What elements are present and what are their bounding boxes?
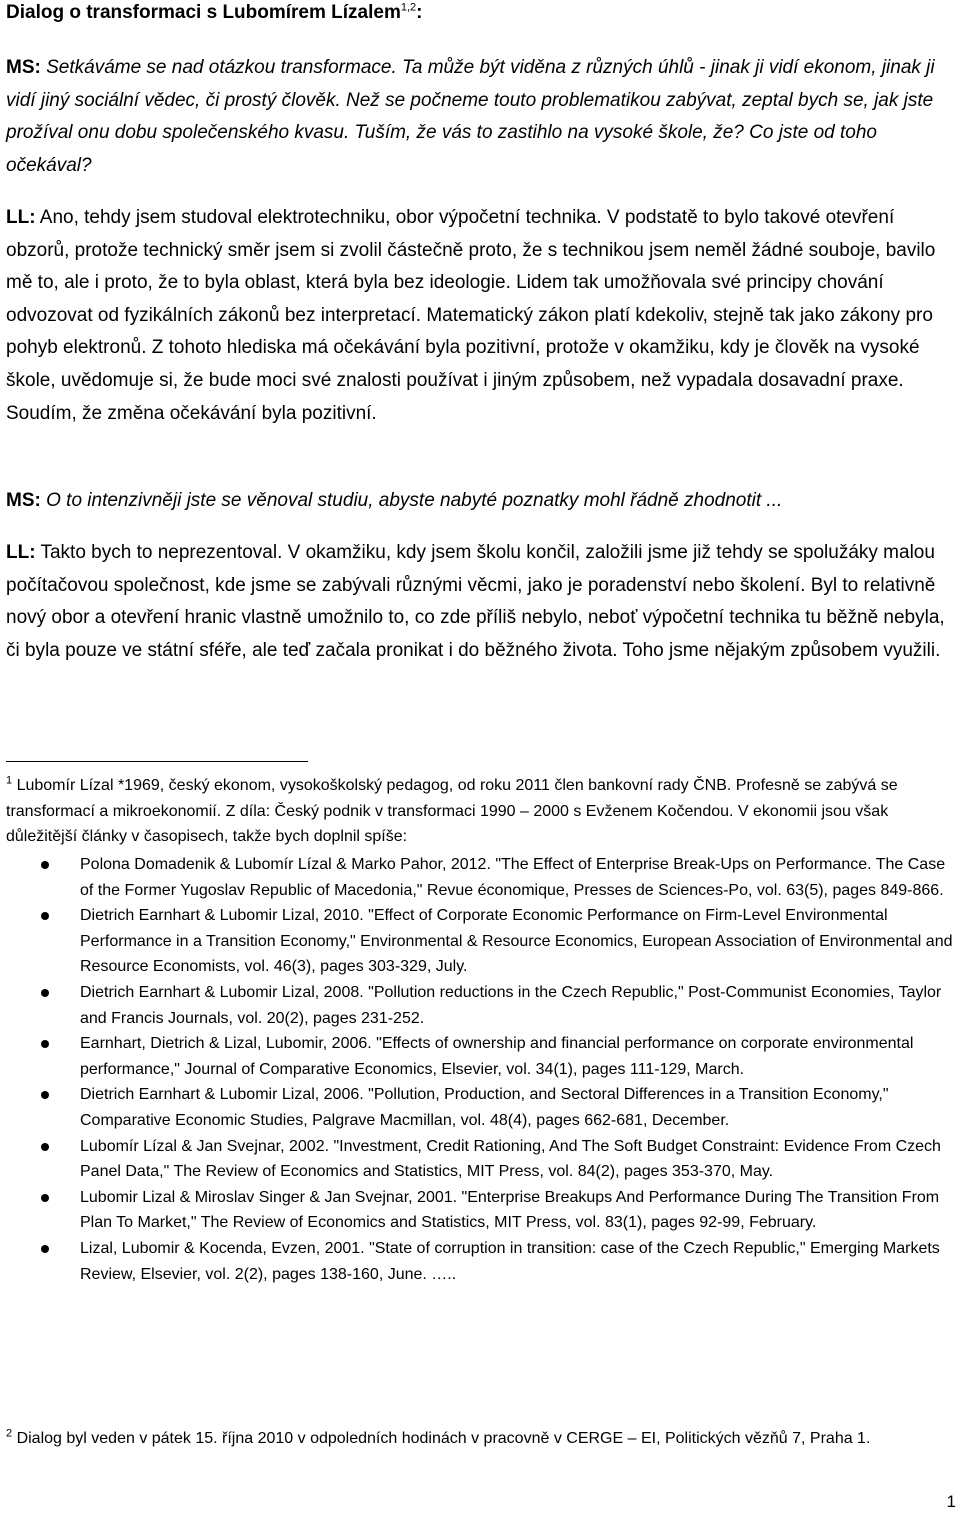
list-item bbox=[0, 1236, 960, 1287]
bullet-icon bbox=[41, 1194, 49, 1202]
title-text: Dialog o transformaci s Lubomírem Lízalem bbox=[6, 2, 401, 23]
page-title bbox=[6, 2, 423, 24]
paragraph-text: Ano, tehdy jsem studoval elektrotechniku, obor výpočetní technika. V podstatě to bylo takové otevření obzorů, protože technický směr jsem si zvolil částečně proto, že s technikou jsem neměl žádné souboje, bavilo mě to, ale i proto, že to byla oblast, která byla bez ideologie. Lidem tak umožňovala své principy chování odvozovat od fyzikálních zákonů bez interpretací. Matematický zákon platí kdekoliv, stejně tak jako zákony pro pohyb elektronů. Z tohoto hlediska má očekávání byla pozitivní, protože v okamžiku, kdy je člověk na vysoké škole, uvědomuje si, že bude moci své znalosti používat i jiným způsobem, než vypadala dosavadní praxe. Soudím, že změna očekávání byla pozitivní. bbox=[6, 207, 936, 424]
footnote-1 bbox=[6, 773, 954, 850]
speaker-label: LL: bbox=[6, 207, 36, 228]
list-item bbox=[0, 903, 960, 980]
list-item bbox=[0, 980, 960, 1031]
footnote-text: Lubomír Lízal *1969, český ekonom, vysokoškolský pedagog, od roku 2011 člen bankovní rady ČNB. Profesně se zabývá se transformací a mikroekonomií. Z díla: Český podnik v transformaci 1990 – 2000 s Evženem Kočendou. V ekonomii jsou však důležitější články v časopisech, takže bych doplnil spíše: bbox=[6, 777, 898, 846]
list-item bbox=[0, 852, 960, 903]
footnote-separator bbox=[6, 761, 308, 762]
page-number: 1 bbox=[946, 1492, 956, 1511]
paragraph-text: Takto bych to neprezentoval. V okamžiku, kdy jsem školu končil, založili jsme již tehdy se spolužáky malou počítačovou společnost, kde jsme se zabývali různými věcmi, jako je poradenství nebo školení. Byl to relativně nový obor a otevření hranic vlastně umožnilo to, co zde příliš nebylo, neboť výpočetní technika tu běžně nebyla, či byla pouze ve státní sféře, ale teď začala pronikat i do běžného života. Toho jsme nějakým způsobem využili. bbox=[6, 542, 945, 661]
speaker-label: MS: bbox=[6, 57, 41, 78]
reference-text: Earnhart, Dietrich & Lizal, Lubomir, 2006. "Effects of ownership and financial performance on corporate environmental performance," Journal of Comparative Economics, Elsevier, vol. 34(1), pages 111-129, March. bbox=[80, 1035, 914, 1078]
reference-text: Polona Domadenik & Lubomír Lízal & Marko Pahor, 2012. "The Effect of Enterprise Break-Ups on Performance. The Case of the Former Yugoslav Republic of Macedonia," Revue économique, Presses de Sciences-Po, vol. 63(5), pages 849-866. bbox=[80, 856, 946, 899]
footnote-marker: 1 bbox=[6, 774, 13, 787]
list-item bbox=[0, 1134, 960, 1185]
bullet-icon bbox=[41, 1091, 49, 1099]
reference-text: Dietrich Earnhart & Lubomir Lizal, 2006. "Pollution, Production, and Sectoral Differences in a Transition Economy," Comparative Economic Studies, Palgrave Macmillan, vol. 48(4), pages 662-681, December. bbox=[80, 1086, 889, 1129]
reference-text: Dietrich Earnhart & Lubomir Lizal, 2008. "Pollution reductions in the Czech Republic," Post-Communist Economies, Taylor and Francis Journals, vol. 20(2), pages 231-252. bbox=[80, 983, 942, 1027]
bullet-icon bbox=[41, 912, 49, 920]
list-item bbox=[0, 1031, 960, 1082]
question-paragraph bbox=[6, 52, 952, 182]
footnote-text: Dialog byl veden v pátek 15. října 2010 v odpoledních hodinách v pracovně v CERGE – EI, Politických vězňů 7, Praha 1. bbox=[12, 1430, 871, 1447]
reference-text: Lizal, Lubomir & Kocenda, Evzen, 2001. "State of corruption in transition: case of the Czech Republic," Emerging Markets Review, Elsevier, vol. 2(2), pages 138-160, June. ….. bbox=[80, 1239, 940, 1283]
paragraph-text: O to intenzivněji jste se věnoval studiu, abyste nabyté poznatky mohl řádně zhodnotit ... bbox=[40, 490, 783, 511]
bullet-icon bbox=[41, 1245, 49, 1253]
bullet-icon bbox=[41, 861, 49, 869]
answer-paragraph bbox=[6, 202, 952, 430]
reference-text: Dietrich Earnhart & Lubomir Lizal, 2010. "Effect of Corporate Economic Performance on Firm-Level Environmental Performance in a Transition Economy," Environmental & Resource Economics, European Association of Environmental and Resource Economists, vol. 46(3), pages 303-329, July. bbox=[80, 907, 953, 976]
reference-list bbox=[0, 852, 960, 1287]
bullet-icon bbox=[41, 989, 49, 997]
bullet-icon bbox=[41, 1143, 49, 1151]
footnote-marker: 2 bbox=[6, 1427, 13, 1440]
list-item bbox=[0, 1185, 960, 1236]
speaker-label: LL: bbox=[6, 542, 36, 563]
list-item bbox=[0, 1082, 960, 1133]
reference-text: Lubomir Lizal & Miroslav Singer & Jan Svejnar, 2001. "Enterprise Breakups And Performance During The Transition From Plan To Market," The Review of Economics and Statistics, MIT Press, vol. 83(1), pages 92-99, February. bbox=[80, 1188, 940, 1232]
title-suffix: : bbox=[416, 2, 423, 23]
footnote-2 bbox=[6, 1426, 954, 1452]
question-paragraph bbox=[6, 485, 952, 518]
paragraph-text: Setkáváme se nad otázkou transformace. Ta může být viděna z různých úhlů - jinak ji vidí ekonom, jinak ji vidí jiný sociální vědec, či prostý člověk. Než se počneme touto problematikou zabývat, zeptal bych se, jak jste prožíval onu dobu společenského kvasu. Tuším, že vás to zastihlo na vysoké škole, že? Co jste od toho očekával? bbox=[6, 57, 935, 176]
speaker-label: MS: bbox=[6, 490, 41, 511]
bullet-icon bbox=[41, 1040, 49, 1048]
title-footnote-marker: 1,2 bbox=[400, 1, 417, 14]
reference-text: Lubomír Lízal & Jan Svejnar, 2002. "Investment, Credit Rationing, And The Soft Budget Constraint: Evidence From Czech Panel Data," The Review of Economics and Statistics, MIT Press, vol. 84(2), pages 353-370, May. bbox=[80, 1137, 941, 1181]
answer-paragraph bbox=[6, 537, 952, 667]
